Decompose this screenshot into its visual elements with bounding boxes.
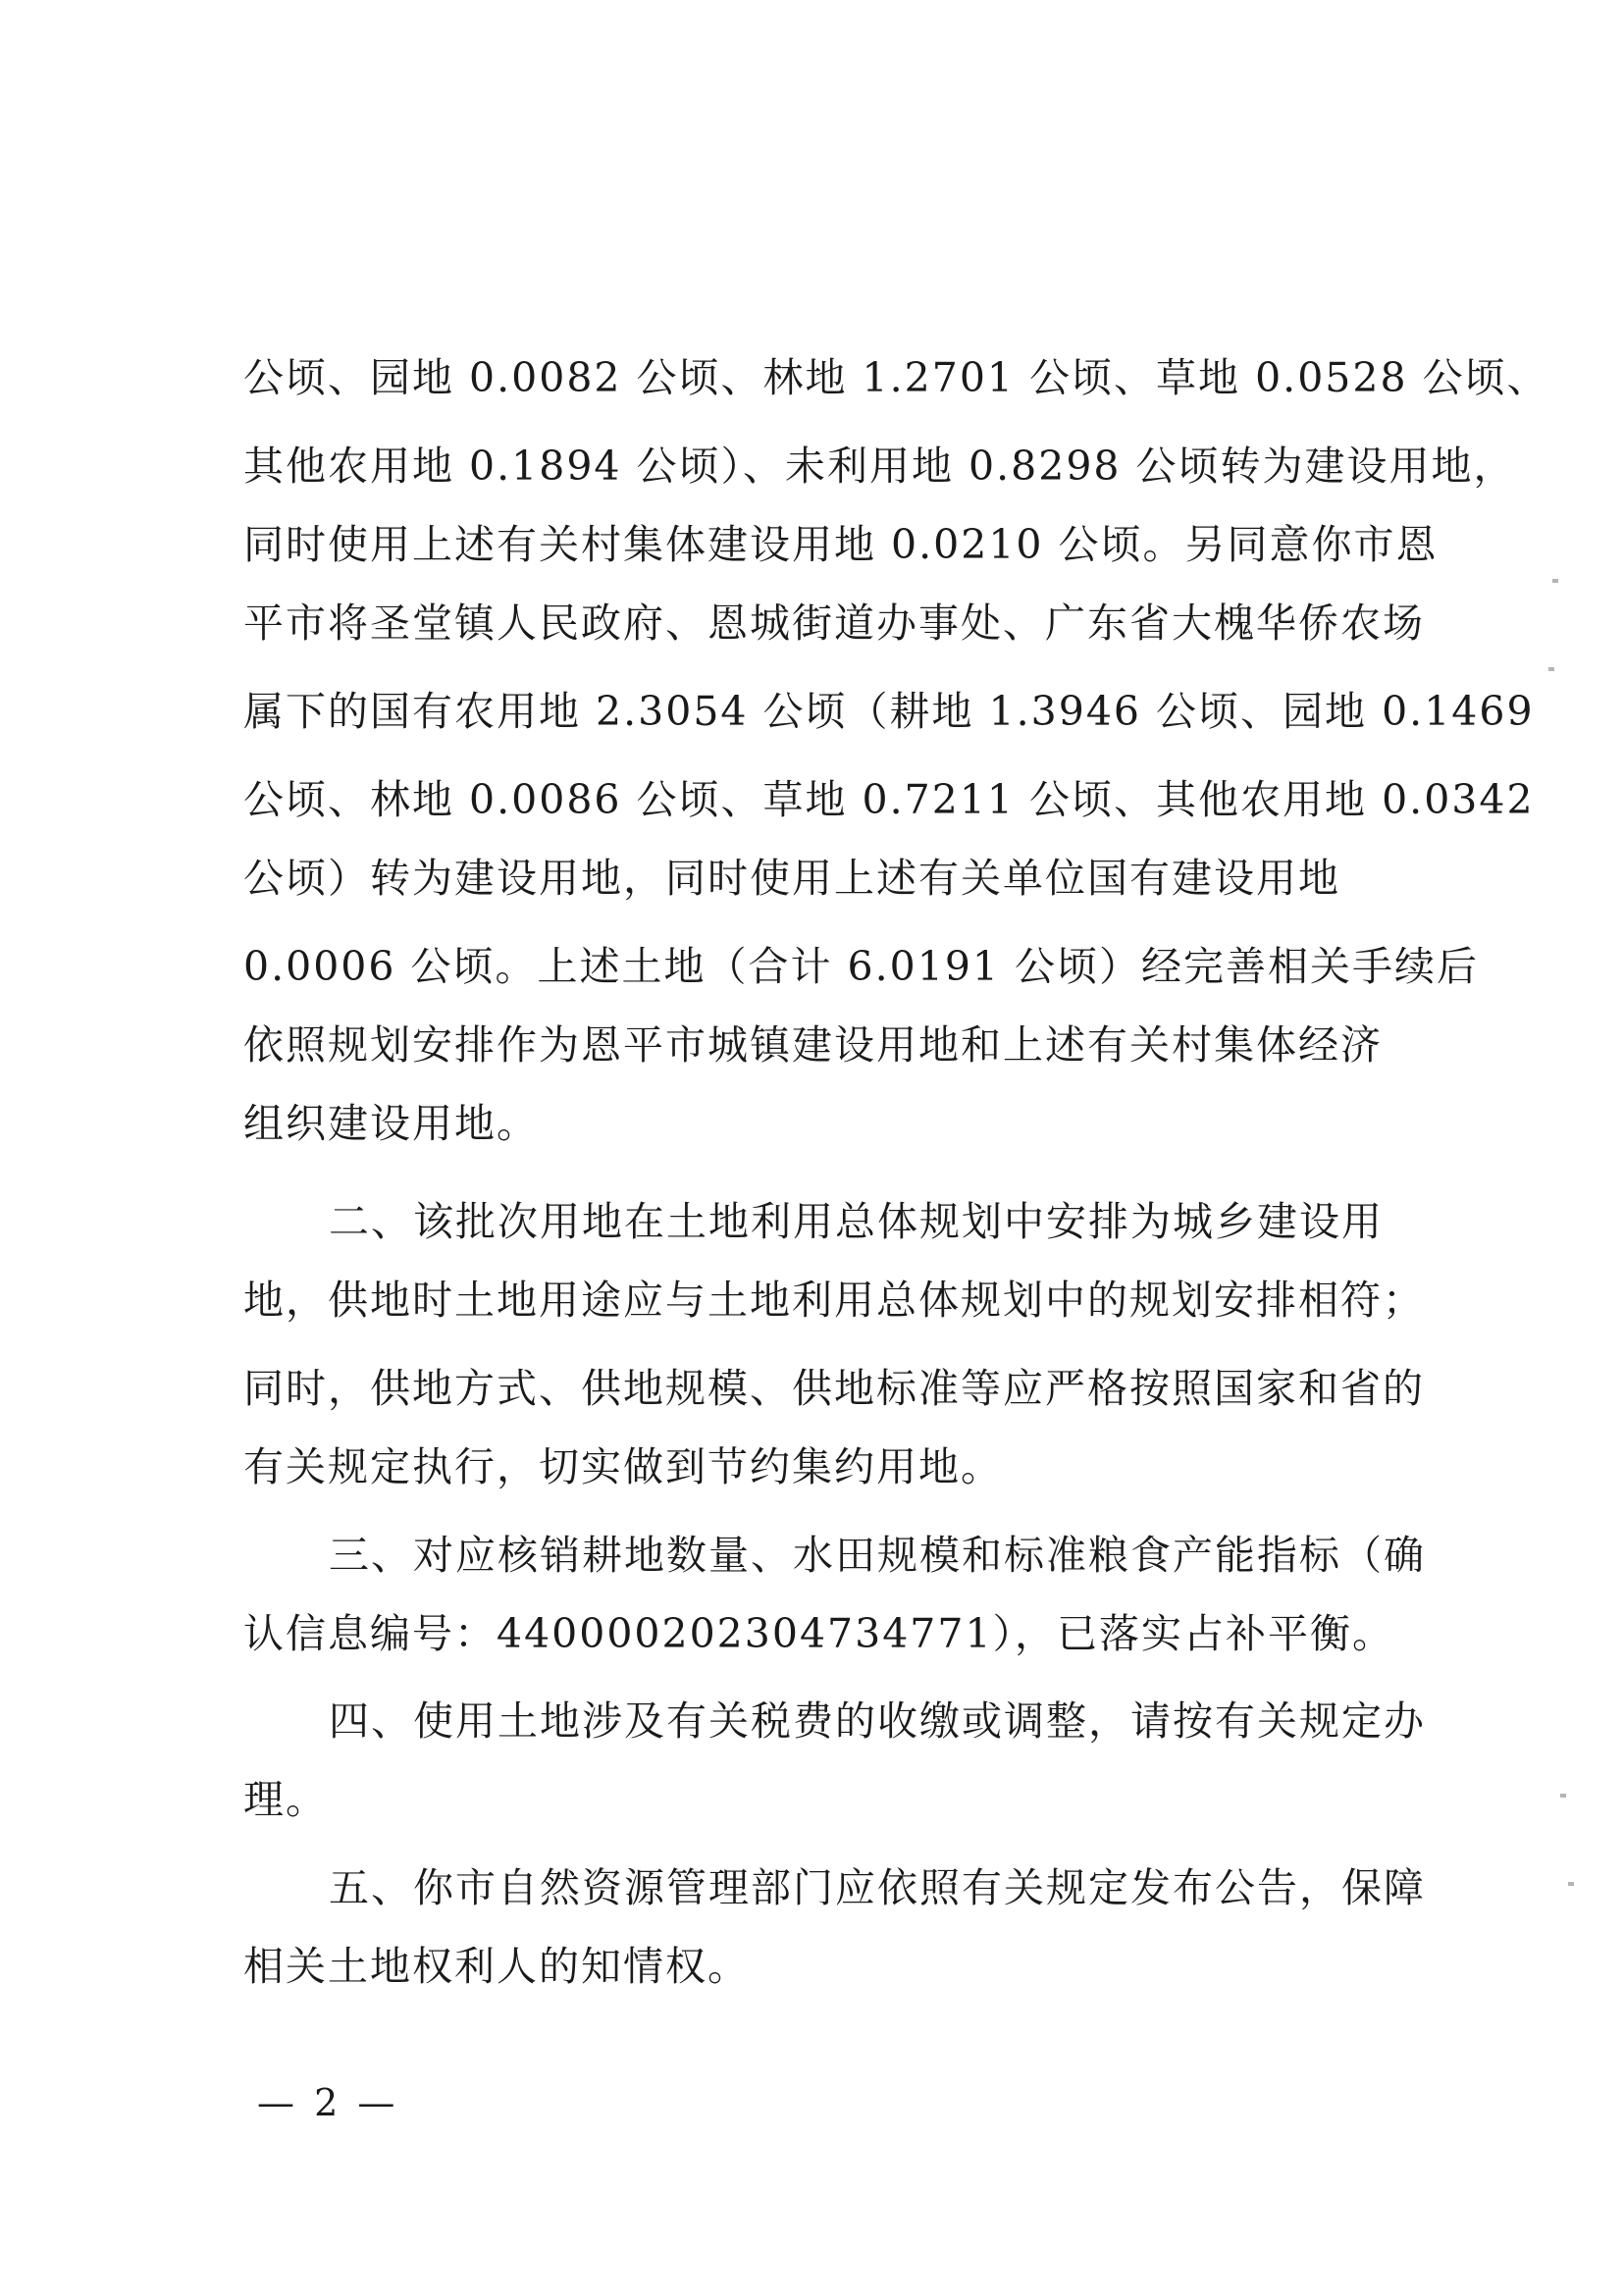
section-five-line: 五、你市自然资源管理部门应依照有关规定发布公告，保障	[329, 1864, 1426, 1911]
section-four-line: 四、使用土地涉及有关税费的收缴或调整，请按有关规定办	[329, 1697, 1426, 1745]
scan-artifact	[1568, 1882, 1574, 1886]
body-line: 0.0006 公顷。上述土地（合计 6.0191 公顷）经完善相关手续后	[243, 943, 1480, 990]
scan-artifact	[1552, 579, 1558, 583]
body-line: 同时使用上述有关村集体建设用地 0.0210 公顷。另同意你市恩	[243, 521, 1439, 568]
body-line: 同时，供地方式、供地规模、供地标准等应严格按照国家和省的	[243, 1365, 1425, 1412]
body-line: 理。	[243, 1776, 328, 1823]
body-line: 组织建设用地。	[243, 1100, 539, 1147]
body-line: 依照规划安排作为恩平市城镇建设用地和上述有关村集体经济	[243, 1021, 1383, 1069]
scan-artifact	[1560, 1794, 1566, 1798]
body-line: 相关土地权利人的知情权。	[243, 1943, 750, 1990]
page-number: — 2 —	[257, 2081, 399, 2124]
body-line: 属下的国有农用地 2.3054 公顷（耕地 1.3946 公顷、园地 0.1469	[243, 688, 1535, 735]
body-line: 地，供地时土地用途应与土地利用总体规划中的规划安排相符；	[243, 1277, 1425, 1324]
scan-artifact	[1548, 667, 1554, 671]
section-two-line: 二、该批次用地在土地利用总体规划中安排为城乡建设用	[329, 1198, 1384, 1245]
section-three-line: 三、对应核销耕地数量、水田规模和标准粮食产能指标（确	[329, 1532, 1426, 1579]
body-line: 平市将圣堂镇人民政府、恩城街道办事处、广东省大槐华侨农场	[243, 600, 1425, 647]
body-line: 公顷、林地 0.0086 公顷、草地 0.7211 公顷、其他农用地 0.0342	[243, 776, 1535, 823]
body-line: 公顷）转为建设用地，同时使用上述有关单位国有建设用地	[243, 855, 1340, 902]
body-line: 其他农用地 0.1894 公顷）、未利用地 0.8298 公顷转为建设用地，	[243, 443, 1516, 490]
body-line: 公顷、园地 0.0082 公顷、林地 1.2701 公顷、草地 0.0528 公顷、	[243, 354, 1549, 401]
body-line: 有关规定执行，切实做到节约集约用地。	[243, 1443, 1003, 1490]
body-line: 认信息编号：440000202304734771），已落实占补平衡。	[243, 1610, 1395, 1657]
